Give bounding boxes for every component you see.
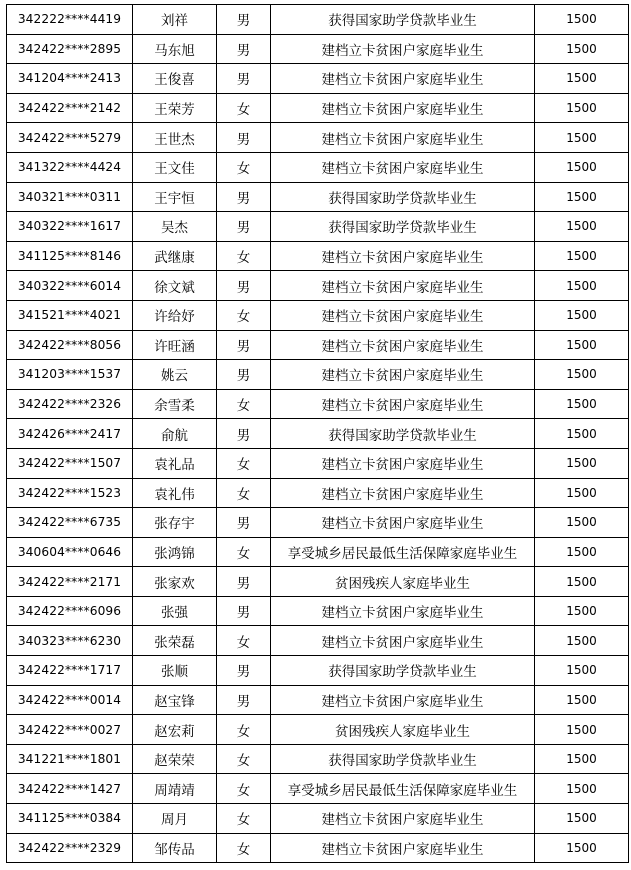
table-row	[7, 360, 629, 390]
graduate-type-cell: 建档立卡贫困户家庭毕业生	[271, 271, 535, 301]
graduate-type-cell: 建档立卡贫困户家庭毕业生	[271, 152, 535, 182]
table-row	[7, 833, 629, 863]
amount-cell: 1500	[535, 389, 629, 419]
name-cell: 赵宏莉	[133, 715, 217, 745]
name-cell: 徐文斌	[133, 271, 217, 301]
gender-cell: 女	[217, 744, 271, 774]
gender-cell: 女	[217, 152, 271, 182]
id-number-cell: 340321****0311	[7, 182, 133, 212]
id-number-cell: 342422****1427	[7, 774, 133, 804]
gender-cell: 男	[217, 508, 271, 538]
gender-cell: 男	[217, 596, 271, 626]
id-number-cell: 341204****2413	[7, 64, 133, 94]
gender-cell: 女	[217, 448, 271, 478]
gender-cell: 男	[217, 419, 271, 449]
gender-cell: 女	[217, 537, 271, 567]
gender-cell: 女	[217, 478, 271, 508]
gender-cell: 男	[217, 212, 271, 242]
name-cell: 张荣磊	[133, 626, 217, 656]
amount-cell: 1500	[535, 833, 629, 863]
table-row	[7, 152, 629, 182]
table-row	[7, 478, 629, 508]
graduate-type-cell: 建档立卡贫困户家庭毕业生	[271, 34, 535, 64]
amount-cell: 1500	[535, 123, 629, 153]
name-cell: 姚云	[133, 360, 217, 390]
table-row	[7, 271, 629, 301]
gender-cell: 女	[217, 300, 271, 330]
graduate-type-cell: 建档立卡贫困户家庭毕业生	[271, 685, 535, 715]
id-number-cell: 341125****0384	[7, 804, 133, 834]
id-number-cell: 342222****4419	[7, 5, 133, 35]
name-cell: 张顺	[133, 656, 217, 686]
amount-cell: 1500	[535, 656, 629, 686]
name-cell: 赵宝锋	[133, 685, 217, 715]
amount-cell: 1500	[535, 271, 629, 301]
name-cell: 许给妤	[133, 300, 217, 330]
id-number-cell: 342422****1507	[7, 448, 133, 478]
amount-cell: 1500	[535, 508, 629, 538]
graduate-type-cell: 建档立卡贫困户家庭毕业生	[271, 448, 535, 478]
graduate-type-cell: 获得国家助学贷款毕业生	[271, 744, 535, 774]
amount-cell: 1500	[535, 330, 629, 360]
id-number-cell: 342422****0014	[7, 685, 133, 715]
name-cell: 张强	[133, 596, 217, 626]
graduate-type-cell: 获得国家助学贷款毕业生	[271, 419, 535, 449]
amount-cell: 1500	[535, 182, 629, 212]
graduate-type-cell: 建档立卡贫困户家庭毕业生	[271, 64, 535, 94]
graduate-type-cell: 获得国家助学贷款毕业生	[271, 212, 535, 242]
name-cell: 俞航	[133, 419, 217, 449]
id-number-cell: 342422****5279	[7, 123, 133, 153]
name-cell: 张存宇	[133, 508, 217, 538]
name-cell: 张家欢	[133, 567, 217, 597]
gender-cell: 女	[217, 774, 271, 804]
gender-cell: 女	[217, 715, 271, 745]
table-row	[7, 34, 629, 64]
graduate-type-cell: 建档立卡贫困户家庭毕业生	[271, 360, 535, 390]
gender-cell: 男	[217, 330, 271, 360]
gender-cell: 女	[217, 804, 271, 834]
table-row	[7, 685, 629, 715]
table-row	[7, 537, 629, 567]
name-cell: 袁礼品	[133, 448, 217, 478]
graduate-type-cell: 建档立卡贫困户家庭毕业生	[271, 626, 535, 656]
id-number-cell: 340322****6014	[7, 271, 133, 301]
name-cell: 周月	[133, 804, 217, 834]
amount-cell: 1500	[535, 715, 629, 745]
name-cell: 王宇恒	[133, 182, 217, 212]
id-number-cell: 341203****1537	[7, 360, 133, 390]
gender-cell: 男	[217, 123, 271, 153]
table-row	[7, 744, 629, 774]
id-number-cell: 342422****6096	[7, 596, 133, 626]
table-row	[7, 5, 629, 35]
graduate-type-cell: 获得国家助学贷款毕业生	[271, 5, 535, 35]
id-number-cell: 341221****1801	[7, 744, 133, 774]
id-number-cell: 342422****2171	[7, 567, 133, 597]
gender-cell: 男	[217, 5, 271, 35]
graduate-type-cell: 建档立卡贫困户家庭毕业生	[271, 330, 535, 360]
id-number-cell: 342422****8056	[7, 330, 133, 360]
graduate-type-cell: 建档立卡贫困户家庭毕业生	[271, 241, 535, 271]
table-row	[7, 330, 629, 360]
table-row	[7, 93, 629, 123]
amount-cell: 1500	[535, 241, 629, 271]
gender-cell: 女	[217, 93, 271, 123]
table-row	[7, 448, 629, 478]
table-row	[7, 212, 629, 242]
name-cell: 刘祥	[133, 5, 217, 35]
graduate-type-cell: 建档立卡贫困户家庭毕业生	[271, 93, 535, 123]
id-number-cell: 342426****2417	[7, 419, 133, 449]
table-row	[7, 123, 629, 153]
graduate-type-cell: 获得国家助学贷款毕业生	[271, 182, 535, 212]
id-number-cell: 342422****0027	[7, 715, 133, 745]
name-cell: 马东旭	[133, 34, 217, 64]
gender-cell: 女	[217, 241, 271, 271]
table-row	[7, 774, 629, 804]
name-cell: 王世杰	[133, 123, 217, 153]
gender-cell: 女	[217, 626, 271, 656]
amount-cell: 1500	[535, 419, 629, 449]
graduate-type-cell: 建档立卡贫困户家庭毕业生	[271, 300, 535, 330]
name-cell: 赵荣荣	[133, 744, 217, 774]
amount-cell: 1500	[535, 685, 629, 715]
gender-cell: 男	[217, 34, 271, 64]
amount-cell: 1500	[535, 804, 629, 834]
gender-cell: 男	[217, 360, 271, 390]
gender-cell: 男	[217, 64, 271, 94]
graduate-type-cell: 贫困残疾人家庭毕业生	[271, 567, 535, 597]
amount-cell: 1500	[535, 774, 629, 804]
gender-cell: 女	[217, 833, 271, 863]
id-number-cell: 342422****1717	[7, 656, 133, 686]
id-number-cell: 342422****2142	[7, 93, 133, 123]
table-row	[7, 508, 629, 538]
name-cell: 武继康	[133, 241, 217, 271]
gender-cell: 男	[217, 271, 271, 301]
graduate-type-cell: 获得国家助学贷款毕业生	[271, 656, 535, 686]
graduate-type-cell: 建档立卡贫困户家庭毕业生	[271, 596, 535, 626]
table-row	[7, 241, 629, 271]
graduate-type-cell: 建档立卡贫困户家庭毕业生	[271, 478, 535, 508]
graduate-type-cell: 建档立卡贫困户家庭毕业生	[271, 804, 535, 834]
id-number-cell: 341125****8146	[7, 241, 133, 271]
amount-cell: 1500	[535, 34, 629, 64]
amount-cell: 1500	[535, 300, 629, 330]
id-number-cell: 340323****6230	[7, 626, 133, 656]
id-number-cell: 342422****2329	[7, 833, 133, 863]
graduate-type-cell: 建档立卡贫困户家庭毕业生	[271, 389, 535, 419]
id-number-cell: 342422****2895	[7, 34, 133, 64]
table-row	[7, 300, 629, 330]
graduate-type-cell: 建档立卡贫困户家庭毕业生	[271, 833, 535, 863]
amount-cell: 1500	[535, 152, 629, 182]
subsidy-recipient-table	[6, 4, 629, 863]
amount-cell: 1500	[535, 360, 629, 390]
graduate-type-cell: 享受城乡居民最低生活保障家庭毕业生	[271, 774, 535, 804]
amount-cell: 1500	[535, 448, 629, 478]
amount-cell: 1500	[535, 744, 629, 774]
table-row	[7, 64, 629, 94]
table-row	[7, 567, 629, 597]
table-row	[7, 389, 629, 419]
id-number-cell: 340322****1617	[7, 212, 133, 242]
amount-cell: 1500	[535, 626, 629, 656]
name-cell: 王荣芳	[133, 93, 217, 123]
amount-cell: 1500	[535, 212, 629, 242]
gender-cell: 男	[217, 567, 271, 597]
id-number-cell: 341322****4424	[7, 152, 133, 182]
id-number-cell: 342422****6735	[7, 508, 133, 538]
name-cell: 袁礼伟	[133, 478, 217, 508]
graduate-type-cell: 享受城乡居民最低生活保障家庭毕业生	[271, 537, 535, 567]
table-row	[7, 626, 629, 656]
subsidy-recipient-table-container	[6, 4, 628, 863]
amount-cell: 1500	[535, 5, 629, 35]
name-cell: 吴杰	[133, 212, 217, 242]
table-row	[7, 419, 629, 449]
table-row	[7, 182, 629, 212]
name-cell: 周靖靖	[133, 774, 217, 804]
amount-cell: 1500	[535, 64, 629, 94]
id-number-cell: 342422****2326	[7, 389, 133, 419]
name-cell: 张鸿锦	[133, 537, 217, 567]
table-body	[7, 5, 629, 863]
amount-cell: 1500	[535, 537, 629, 567]
id-number-cell: 342422****1523	[7, 478, 133, 508]
id-number-cell: 341521****4021	[7, 300, 133, 330]
id-number-cell: 340604****0646	[7, 537, 133, 567]
amount-cell: 1500	[535, 596, 629, 626]
gender-cell: 男	[217, 685, 271, 715]
gender-cell: 男	[217, 656, 271, 686]
graduate-type-cell: 贫困残疾人家庭毕业生	[271, 715, 535, 745]
name-cell: 余雪柔	[133, 389, 217, 419]
name-cell: 邹传品	[133, 833, 217, 863]
graduate-type-cell: 建档立卡贫困户家庭毕业生	[271, 123, 535, 153]
amount-cell: 1500	[535, 93, 629, 123]
gender-cell: 男	[217, 182, 271, 212]
amount-cell: 1500	[535, 478, 629, 508]
name-cell: 王俊喜	[133, 64, 217, 94]
name-cell: 许旺涵	[133, 330, 217, 360]
table-row	[7, 656, 629, 686]
table-row	[7, 804, 629, 834]
graduate-type-cell: 建档立卡贫困户家庭毕业生	[271, 508, 535, 538]
table-row	[7, 596, 629, 626]
amount-cell: 1500	[535, 567, 629, 597]
gender-cell: 女	[217, 389, 271, 419]
name-cell: 王文佳	[133, 152, 217, 182]
table-row	[7, 715, 629, 745]
